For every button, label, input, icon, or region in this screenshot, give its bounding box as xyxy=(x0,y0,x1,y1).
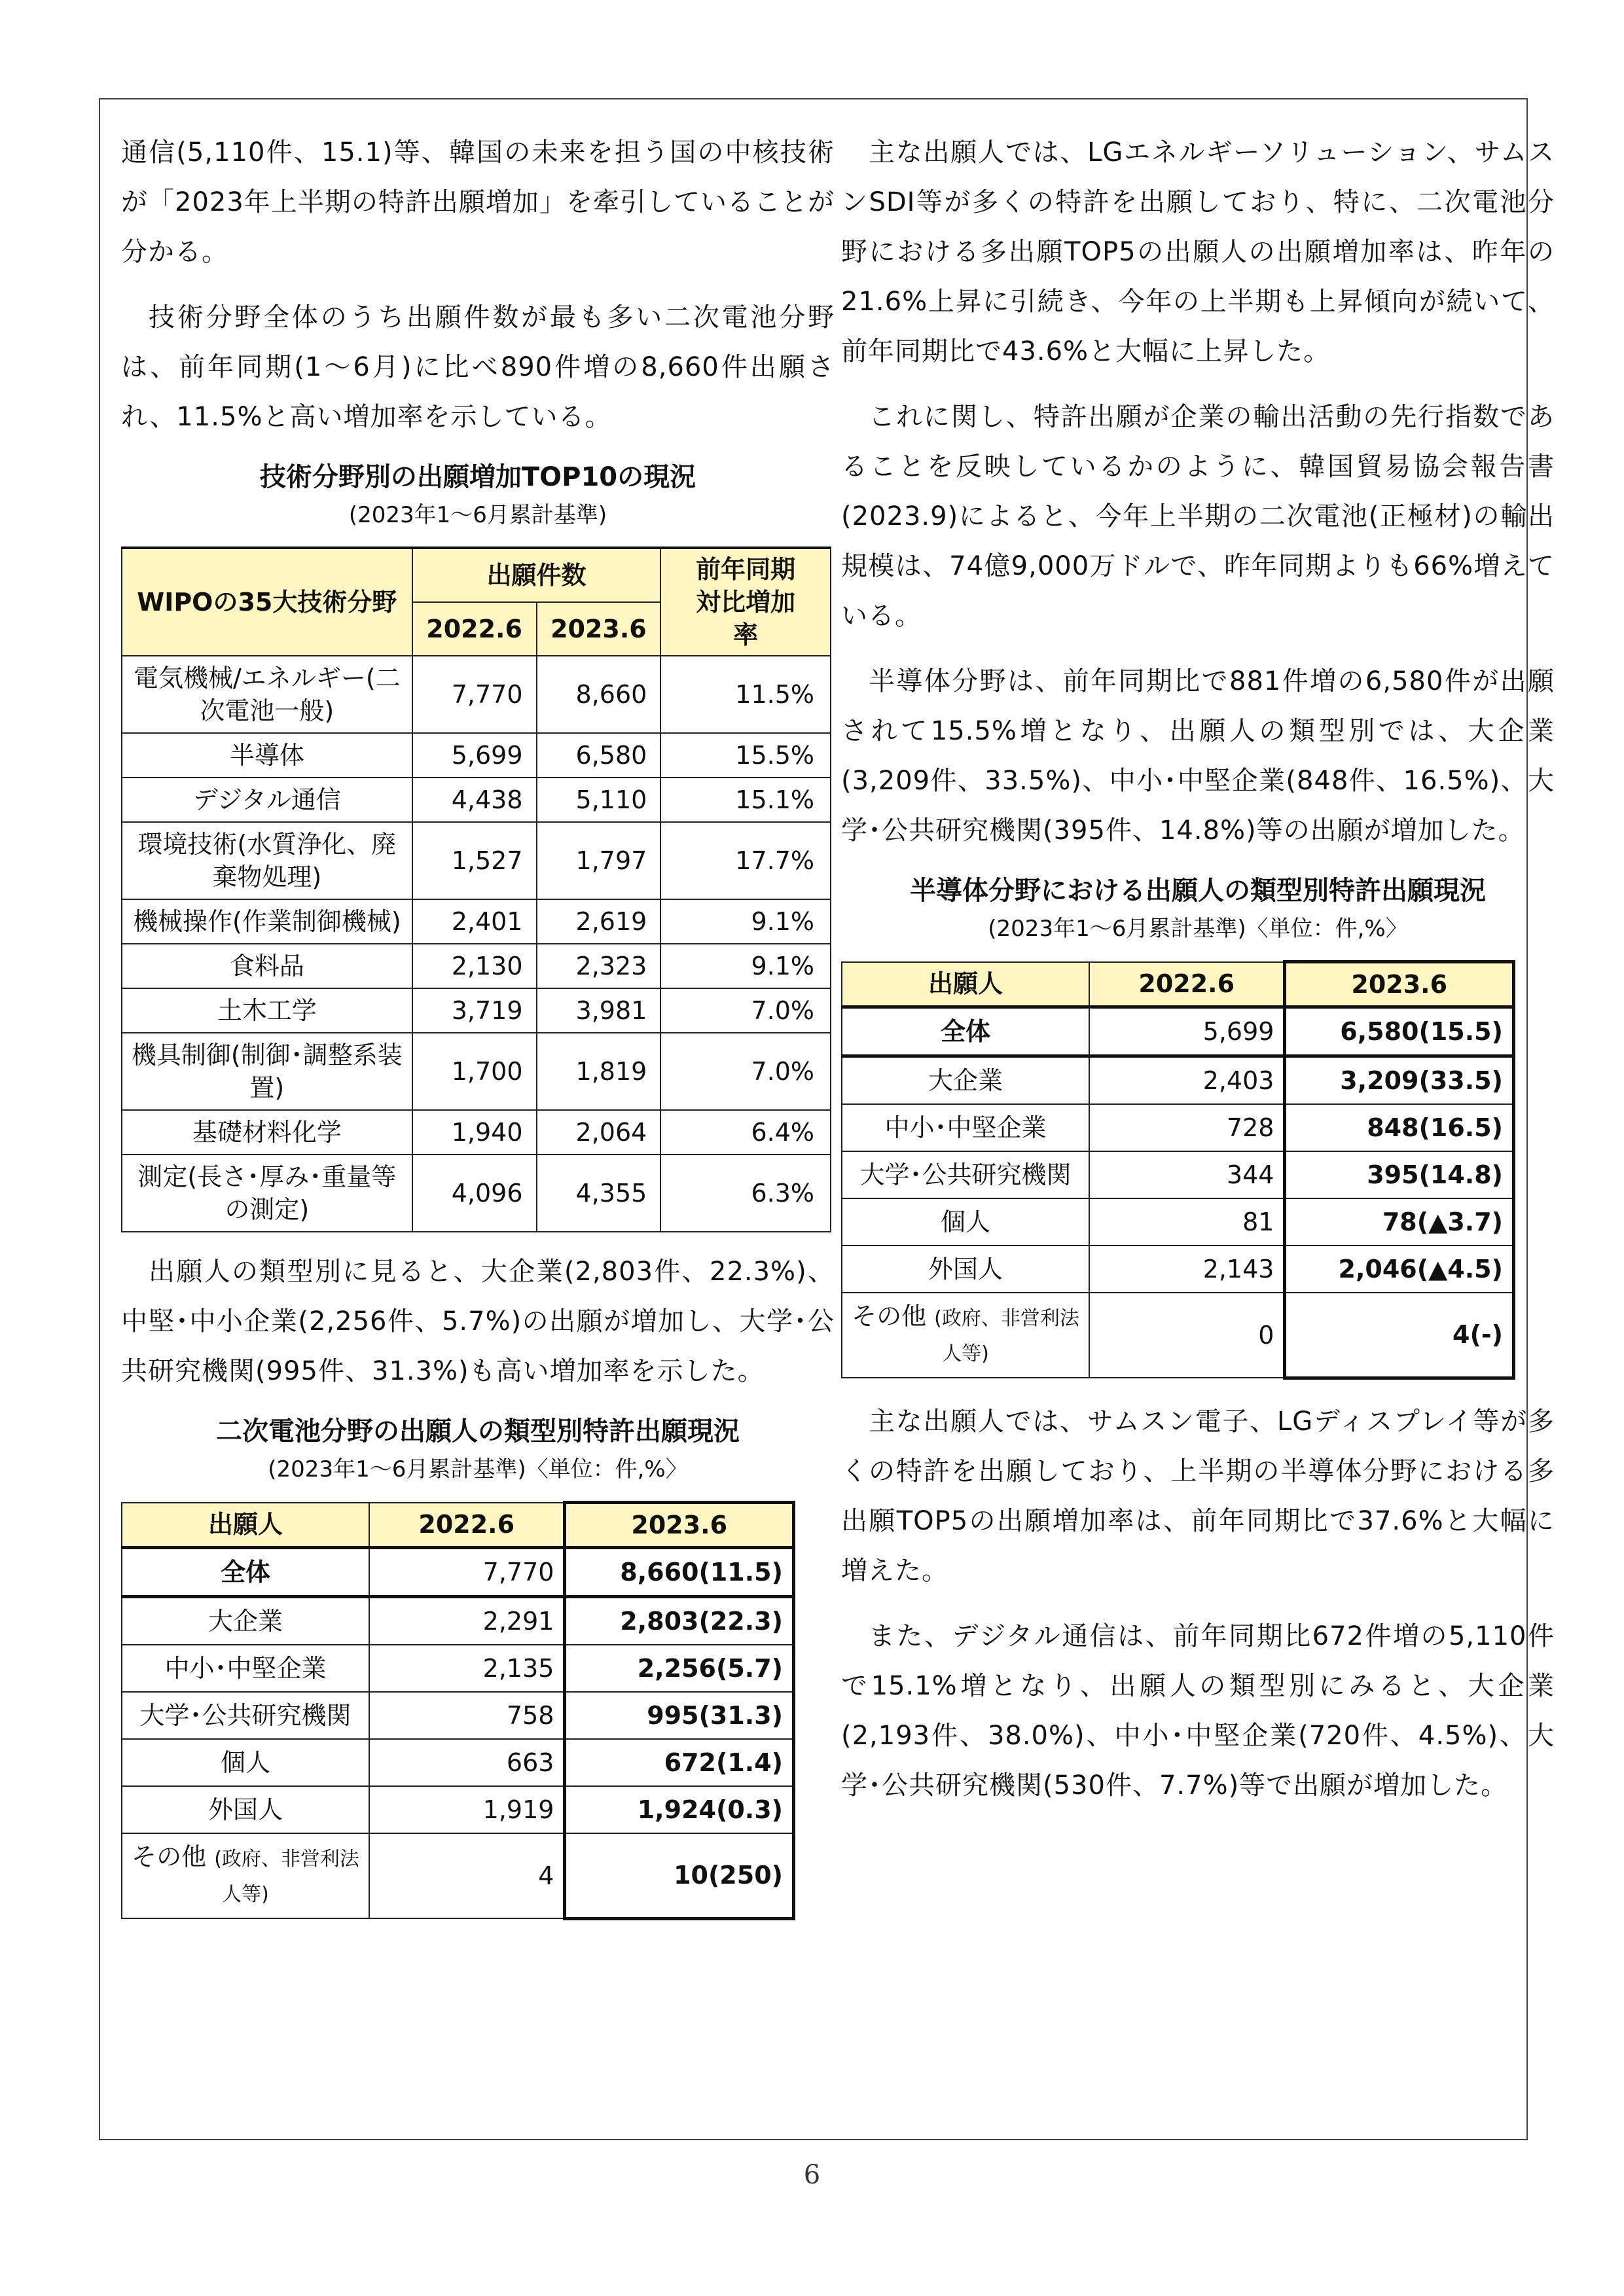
t2-header-applicant: 出願人 xyxy=(122,1503,369,1548)
header-2023: 2023.6 xyxy=(537,602,661,656)
right-paragraph-5: また、デジタル通信は、前年同期比672件増の5,110件で15.1%増となり、出願人の類型別にみると、大企業(2,193件、38.0%)、中小･中堅企業(720件、4.5%)、大学･公共研究機関(530件、7.7%)等で出願が増加した。 xyxy=(841,1621,1555,1801)
table1-title: 技術分野別の出願増加TOP10の現況 xyxy=(259,462,696,492)
t2-cell-2023: 995(31.3) xyxy=(565,1692,794,1739)
t3-cell-2023: 848(16.5) xyxy=(1285,1104,1514,1151)
header-2022: 2022.6 xyxy=(412,602,537,656)
t2-other-cell xyxy=(122,1833,369,1918)
t2-other-note: (政府、非営利法人等) xyxy=(214,1848,359,1906)
left-paragraph-2: 技術分野全体のうち出願件数が最も多い二次電池分野は、前年同期(1～6月)に比べ890件増の8,660件出願され、11.5%と高い増加率を示している。 xyxy=(121,302,835,432)
t1-cell-v2023: 1,819 xyxy=(537,1033,661,1110)
t2-cell-applicant: 個人 xyxy=(122,1739,369,1786)
t1-cell-v2022: 7,770 xyxy=(412,656,537,733)
t2-cell-2023: 2,256(5.7) xyxy=(565,1645,794,1692)
t3-cell-2023: 3,209(33.5) xyxy=(1285,1056,1514,1105)
t1-cell-field: 土木工学 xyxy=(122,988,412,1033)
t3-header-applicant: 出願人 xyxy=(842,962,1089,1007)
table-row xyxy=(122,1645,794,1692)
t3-cell-2023: 6,580(15.5) xyxy=(1285,1007,1514,1056)
table-row xyxy=(122,1786,794,1833)
table-row xyxy=(122,822,831,899)
t2-cell-2022: 2,291 xyxy=(369,1597,565,1645)
t2-header-2023: 2023.6 xyxy=(565,1503,794,1548)
table-row xyxy=(122,899,831,944)
header-rate-text: 前年同期対比増加率 xyxy=(696,555,796,649)
t3-cell-2022: 5,699 xyxy=(1089,1007,1285,1056)
t3-cell-2022: 2,403 xyxy=(1089,1056,1285,1105)
right-paragraph-2: これに関し、特許出願が企業の輸出活動の先行指数であることを反映しているかのように、韓国貿易協会報告書(2023.9)によると、今年上半期の二次電池(正極材)の輸出規模は、74億9,000万ドルで、昨年同期よりも66%増えている。 xyxy=(841,402,1555,631)
t1-cell-field: 機具制御(制御･調整系装置) xyxy=(122,1033,412,1110)
t1-cell-rate: 15.1% xyxy=(660,778,831,822)
t1-cell-rate: 11.5% xyxy=(660,656,831,733)
table2-subtitle: (2023年1～6月累計基準)〈単位：件,%〉 xyxy=(268,1456,688,1482)
t1-cell-rate: 15.5% xyxy=(660,733,831,778)
table-row xyxy=(122,1548,794,1597)
t3-header-2022: 2022.6 xyxy=(1089,962,1285,1007)
t1-cell-v2022: 5,699 xyxy=(412,733,537,778)
t1-cell-rate: 7.0% xyxy=(660,1033,831,1110)
table-row xyxy=(842,1007,1514,1056)
tech-field-table xyxy=(121,547,831,1232)
t2-cell-2023: 2,803(22.3) xyxy=(565,1597,794,1645)
t1-cell-v2022: 2,130 xyxy=(412,944,537,988)
t1-cell-rate: 7.0% xyxy=(660,988,831,1033)
semiconductor-applicant-table-body xyxy=(842,1007,1514,1293)
t1-cell-v2023: 4,355 xyxy=(537,1155,661,1232)
page-number: 6 xyxy=(803,2160,821,2190)
table-row xyxy=(122,656,831,733)
t3-cell-2022: 728 xyxy=(1089,1104,1285,1151)
t2-cell-applicant: 大企業 xyxy=(122,1597,369,1645)
t2-cell-2022: 2,135 xyxy=(369,1645,565,1692)
t3-other-cell xyxy=(842,1293,1089,1378)
t1-cell-field: 食料品 xyxy=(122,944,412,988)
header-field: WIPOの35大技術分野 xyxy=(122,548,412,656)
t1-cell-v2022: 2,401 xyxy=(412,899,537,944)
t1-cell-rate: 17.7% xyxy=(660,822,831,899)
battery-applicant-table xyxy=(121,1501,795,1920)
t1-cell-field: 機械操作(作業制御機械) xyxy=(122,899,412,944)
t3-header-2023: 2023.6 xyxy=(1285,962,1514,1007)
semiconductor-applicant-table xyxy=(841,960,1515,1380)
right-column xyxy=(841,128,1555,1826)
t1-cell-v2022: 1,940 xyxy=(412,1110,537,1155)
t1-cell-v2022: 3,719 xyxy=(412,988,537,1033)
table-row xyxy=(122,778,831,822)
t1-cell-field: 電気機械/エネルギー(二次電池一般) xyxy=(122,656,412,733)
t3-cell-applicant: 個人 xyxy=(842,1198,1089,1246)
t1-cell-field: デジタル通信 xyxy=(122,778,412,822)
t1-cell-v2023: 6,580 xyxy=(537,733,661,778)
tech-field-table-body xyxy=(122,656,831,1232)
t1-cell-v2022: 1,700 xyxy=(412,1033,537,1110)
t1-cell-field: 基礎材料化学 xyxy=(122,1110,412,1155)
t1-cell-field: 測定(長さ･厚み･重量等の測定) xyxy=(122,1155,412,1232)
right-paragraph-1: 主な出願人では、LGエネルギーソリューション、サムスンSDI等が多くの特許を出願しており、特に、二次電池分野における多出願TOP5の出願人の出願増加率は、昨年の21.6%上昇に引続き、今年の上半期も上昇傾向が続いて、前年同期比で43.6%と大幅に上昇した。 xyxy=(841,137,1555,367)
t1-cell-v2022: 1,527 xyxy=(412,822,537,899)
t3-cell-2022: 81 xyxy=(1089,1198,1285,1246)
t1-cell-v2023: 2,064 xyxy=(537,1110,661,1155)
left-column xyxy=(121,128,835,1920)
t2-cell-2023: 8,660(11.5) xyxy=(565,1548,794,1597)
t1-cell-v2023: 5,110 xyxy=(537,778,661,822)
t2-cell-applicant: 外国人 xyxy=(122,1786,369,1833)
t2-cell-2023: 672(1.4) xyxy=(565,1739,794,1786)
t2-cell-2022: 663 xyxy=(369,1739,565,1786)
t1-cell-v2022: 4,096 xyxy=(412,1155,537,1232)
table-row xyxy=(122,988,831,1033)
t1-cell-v2023: 2,619 xyxy=(537,899,661,944)
header-rate xyxy=(660,548,831,656)
t1-cell-v2023: 1,797 xyxy=(537,822,661,899)
t3-cell-2023: 78(▲3.7) xyxy=(1285,1198,1514,1246)
t2-cell-applicant: 大学･公共研究機関 xyxy=(122,1692,369,1739)
t3-other-label: その他 xyxy=(852,1302,927,1331)
t2-other-2022: 4 xyxy=(369,1833,565,1918)
table1-subtitle: (2023年1～6月累計基準) xyxy=(348,502,607,528)
table-row xyxy=(122,1110,831,1155)
t3-other-2022: 0 xyxy=(1089,1293,1285,1378)
t3-other-note: (政府、非営利法人等) xyxy=(934,1307,1079,1365)
t1-cell-rate: 6.3% xyxy=(660,1155,831,1232)
t2-other-2023: 10(250) xyxy=(565,1833,794,1918)
table-row xyxy=(842,1198,1514,1246)
table-row xyxy=(122,1692,794,1739)
right-paragraph-4: 主な出願人では、サムスン電子、LGディスプレイ等が多くの特許を出願しており、上半期の半導体分野における多出願TOP5の出願増加率は、前年同期比で37.6%と大幅に増えた。 xyxy=(841,1406,1555,1586)
t1-cell-rate: 6.4% xyxy=(660,1110,831,1155)
t1-cell-rate: 9.1% xyxy=(660,899,831,944)
table-row xyxy=(122,733,831,778)
table-row xyxy=(122,1033,831,1110)
table2-title: 二次電池分野の出願人の類型別特許出願現況 xyxy=(216,1416,740,1446)
t1-cell-field: 半導体 xyxy=(122,733,412,778)
table-row xyxy=(122,1739,794,1786)
table-row xyxy=(122,944,831,988)
battery-applicant-table-body xyxy=(122,1548,794,1834)
t3-cell-applicant: 中小･中堅企業 xyxy=(842,1104,1089,1151)
left-paragraph-1: 通信(5,110件、15.1)等、韓国の未来を担う国の中核技術が「2023年上半期の特許出願増加」を牽引していることが分かる。 xyxy=(121,137,835,267)
t1-cell-v2023: 3,981 xyxy=(537,988,661,1033)
t1-cell-field: 環境技術(水質浄化、廃棄物処理) xyxy=(122,822,412,899)
t2-header-2022: 2022.6 xyxy=(369,1503,565,1548)
t3-cell-applicant: 大学･公共研究機関 xyxy=(842,1151,1089,1198)
t3-other-2023: 4(-) xyxy=(1285,1293,1514,1378)
header-count: 出願件数 xyxy=(412,548,661,602)
table-row xyxy=(842,1151,1514,1198)
t2-other-label: その他 xyxy=(132,1842,207,1871)
t3-cell-2022: 2,143 xyxy=(1089,1246,1285,1293)
table-row xyxy=(842,1246,1514,1293)
table3-subtitle: (2023年1～6月累計基準)〈単位：件,%〉 xyxy=(988,916,1408,942)
table-row xyxy=(122,1597,794,1645)
t3-cell-applicant: 全体 xyxy=(842,1007,1089,1056)
table-row xyxy=(842,1104,1514,1151)
t1-cell-v2023: 2,323 xyxy=(537,944,661,988)
table-row xyxy=(842,1056,1514,1105)
t2-cell-2022: 7,770 xyxy=(369,1548,565,1597)
t3-cell-2023: 395(14.8) xyxy=(1285,1151,1514,1198)
t2-cell-2022: 1,919 xyxy=(369,1786,565,1833)
t1-cell-v2022: 4,438 xyxy=(412,778,537,822)
right-paragraph-3: 半導体分野は、前年同期比で881件増の6,580件が出願されて15.5%増となり、出願人の類型別では、大企業(3,209件、33.5%)、中小･中堅企業(848件、16.5%)、大学･公共研究機関(395件、14.8%)等の出願が増加した。 xyxy=(841,666,1555,846)
t1-cell-rate: 9.1% xyxy=(660,944,831,988)
t3-cell-2023: 2,046(▲4.5) xyxy=(1285,1246,1514,1293)
t2-cell-applicant: 中小･中堅企業 xyxy=(122,1645,369,1692)
t2-cell-2023: 1,924(0.3) xyxy=(565,1786,794,1833)
t3-cell-2022: 344 xyxy=(1089,1151,1285,1198)
table-row xyxy=(122,1155,831,1232)
t3-cell-applicant: 外国人 xyxy=(842,1246,1089,1293)
t3-cell-applicant: 大企業 xyxy=(842,1056,1089,1105)
table3-title: 半導体分野における出願人の類型別特許出願現況 xyxy=(910,876,1486,906)
t2-cell-applicant: 全体 xyxy=(122,1548,369,1597)
t2-cell-2022: 758 xyxy=(369,1692,565,1739)
t1-cell-v2023: 8,660 xyxy=(537,656,661,733)
left-paragraph-3: 出願人の類型別に見ると、大企業(2,803件、22.3%)、中堅･中小企業(2,256件、5.7%)の出願が増加し、大学･公共研究機関(995件、31.3%)も高い増加率を示した。 xyxy=(121,1257,835,1386)
